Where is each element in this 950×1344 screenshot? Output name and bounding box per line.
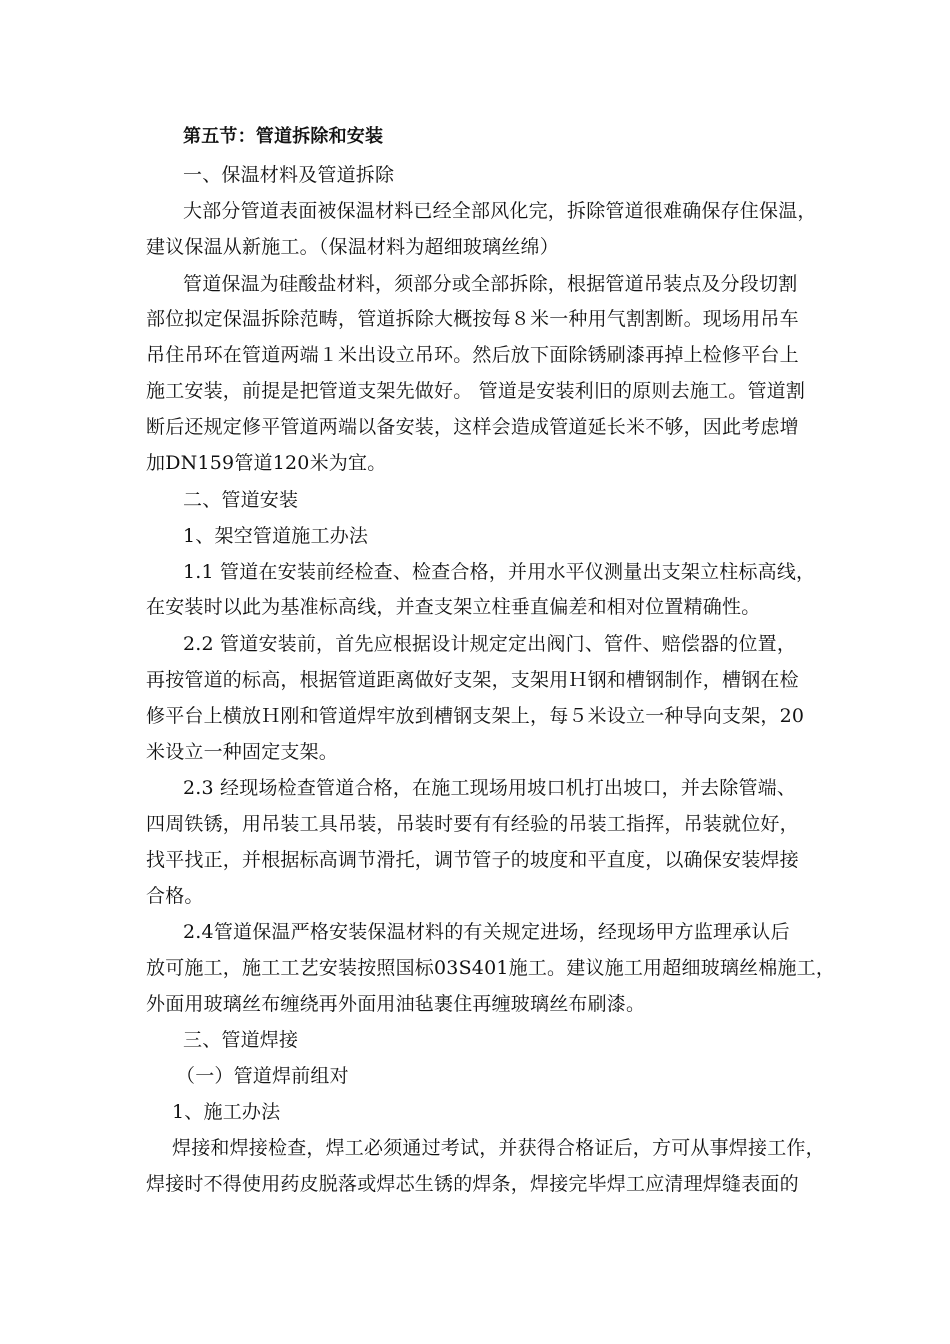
paragraph-line: 加DN159管道120米为宜。 (146, 452, 387, 474)
paragraph-line: 断后还规定修平管道两端以备安装，这样会造成管道延长米不够，因此考虑增 (146, 416, 799, 438)
subheading-pre-weld-assembly: （一）管道焊前组对 (176, 1065, 349, 1087)
paragraph-line: 找平找正，并根据标高调节滑托，调节管子的坡度和平直度，以确保安装焊接 (146, 849, 799, 871)
paragraph-line: 焊接和焊接检查，焊工必须通过考试，并获得合格证后，方可从事焊接工作， (172, 1137, 825, 1159)
paragraph-line: 施工安装，前提是把管道支架先做好。 管道是安装利旧的原则去施工。管道割 (146, 380, 806, 402)
paragraph-line: 焊接时不得使用药皮脱落或焊芯生锈的焊条，焊接完毕焊工应清理焊缝表面的 (146, 1173, 799, 1195)
subheading-construction-method: 1、施工办法 (172, 1101, 281, 1123)
paragraph-line: 四周铁锈，用吊装工具吊装，吊装时要有有经验的吊装工指挥，吊装就位好， (146, 813, 799, 835)
paragraph-line: 再按管道的标高，根据管道距离做好支架，支架用Ｈ钢和槽钢制作，槽钢在检 (146, 669, 799, 691)
paragraph-line: 部位拟定保温拆除范畴，管道拆除大概按每８米一种用气割割断。现场用吊车 (146, 308, 799, 330)
subheading-pipe-welding: 三、管道焊接 (183, 1029, 299, 1051)
paragraph-line: 外面用玻璃丝布缠绕再外面用油毡裹住再缠玻璃丝布刷漆。 (146, 993, 646, 1015)
subheading-overhead-pipe-method: 1、架空管道施工办法 (183, 525, 369, 547)
subheading-insulation-removal: 一、保温材料及管道拆除 (183, 164, 395, 186)
paragraph-line: 合格。 (146, 885, 204, 907)
paragraph-line: 建议保温从新施工。（保温材料为超细玻璃丝绵） (146, 236, 559, 258)
paragraph-line: 修平台上横放Ｈ刚和管道焊牢放到槽钢支架上，每５米设立一种导向支架，20 (146, 705, 805, 727)
paragraph-line: 米设立一种固定支架。 (146, 741, 339, 763)
paragraph-line: 2.2 管道安装前，首先应根据设计规定定出阀门、管件、赔偿器的位置， (183, 633, 797, 655)
paragraph-line: 2.4管道保温严格安装保温材料的有关规定进场，经现场甲方监理承认后 (183, 921, 790, 943)
paragraph-line: 在安装时以此为基准标高线，并查支架立柱垂直偏差和相对位置精确性。 (146, 596, 761, 618)
paragraph-line: 2.3 经现场检查管道合格，在施工现场用坡口机打出坡口，并去除管端、 (183, 777, 797, 799)
paragraph-line: 管道保温为硅酸盐材料，须部分或全部拆除，根据管道吊装点及分段切割 (183, 273, 798, 295)
paragraph-line: 放可施工，施工工艺安装按照国标03S401施工。建议施工用超细玻璃丝棉施工， (146, 957, 836, 979)
paragraph-line: 1.1 管道在安装前经检查、检查合格，并用水平仪测量出支架立柱标高线， (183, 561, 816, 583)
paragraph-line: 吊住吊环在管道两端１米出设立吊环。然后放下面除锈刷漆再掉上检修平台上 (146, 344, 799, 366)
paragraph-line: 大部分管道表面被保温材料已经全部风化完，拆除管道很难确保存住保温， (183, 200, 817, 222)
section-title: 第五节：管道拆除和安装 (183, 126, 384, 147)
subheading-pipe-installation: 二、管道安装 (183, 489, 299, 511)
